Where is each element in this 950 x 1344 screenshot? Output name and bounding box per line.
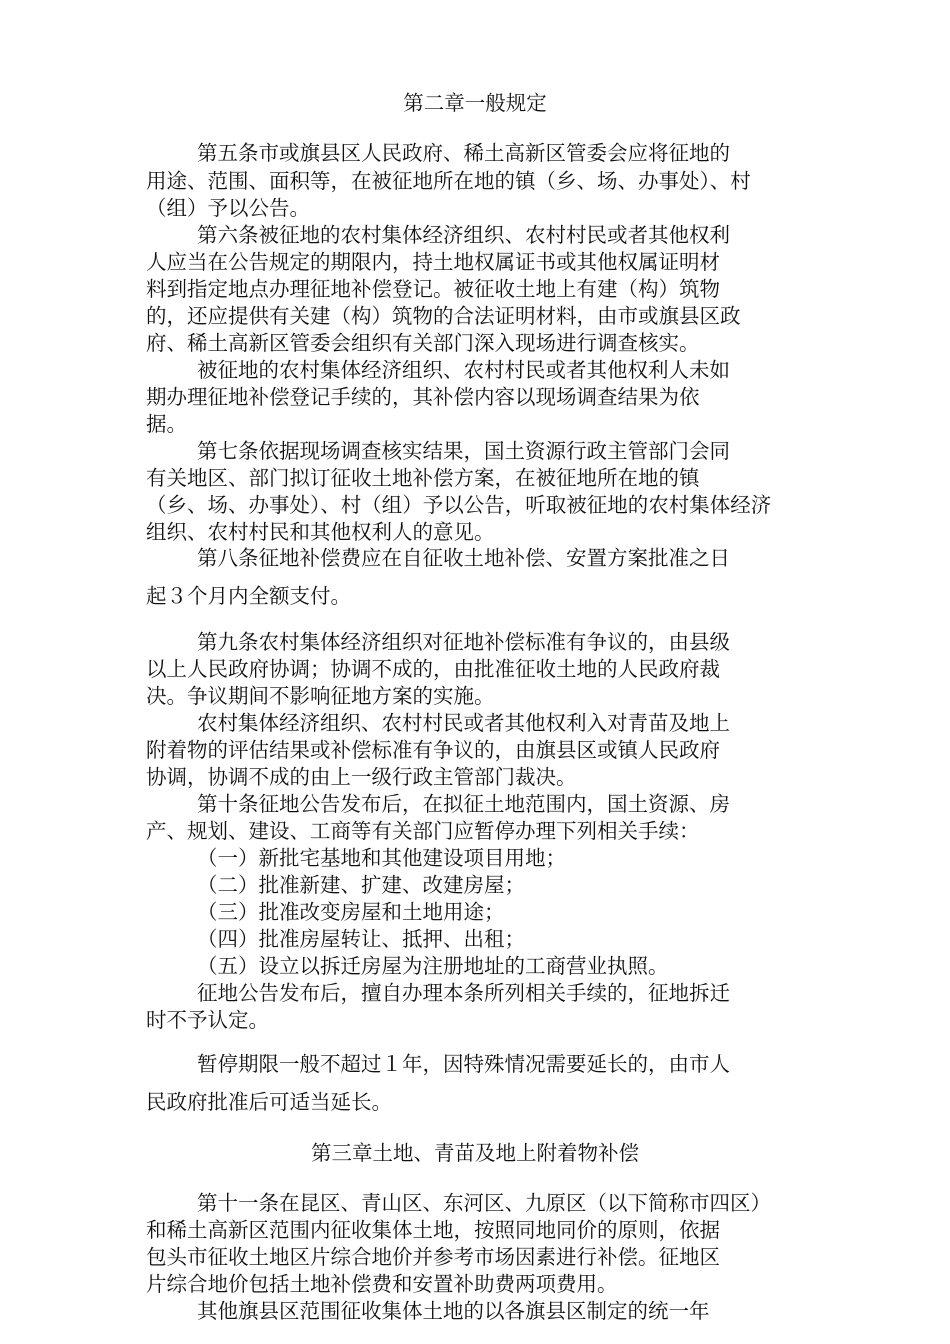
text-line: 组织、农村村民和其他权利人的意见。 [146, 520, 495, 544]
text-line: 产、规划、建设、工商等有关部门应暂停办理下列相关手续： [146, 819, 700, 843]
text-line: （乡、场、办事处）、村（组）予以公告，听取被征地的农村集体经济 [146, 493, 772, 517]
text-line: 暂停期限一般不超过１年，因特殊情况需要延长的，由市人 [197, 1052, 730, 1076]
text-line: （二）批准新建、扩建、改建房屋； [197, 873, 525, 897]
text-line: 决。争议期间不影响征地方案的实施。 [146, 684, 495, 708]
text-line: 第八条征地补偿费应在自征收土地补偿、安置方案批准之日 [197, 546, 730, 570]
text-line: 的，还应提供有关建（构）筑物的合法证明材料，由市或旗县区政 [146, 304, 741, 328]
chapter-heading: 第三章土地、青苗及地上附着物补偿 [311, 1141, 639, 1165]
text-line: 有关地区、部门拟订征收土地补偿方案，在被征地所在地的镇 [146, 466, 700, 490]
text-line: 征地公告发布后，擅自办理本条所列相关手续的，征地拆迁 [197, 981, 730, 1005]
text-line: （五）设立以拆迁房屋为注册地址的工商营业执照。 [197, 954, 669, 978]
text-line: 民政府批准后可适当延长。 [146, 1090, 392, 1114]
text-line: （三）批准改变房屋和土地用途； [197, 900, 505, 924]
text-line: 期办理征地补偿登记手续的，其补偿内容以现场调查结果为依 [146, 385, 700, 409]
text-line: 据。 [146, 412, 187, 436]
text-line: 第五条市或旗县区人民政府、稀土高新区管委会应将征地的 [197, 141, 730, 165]
text-line: 起３个月内全额支付。 [146, 584, 351, 608]
text-line: 第六条被征地的农村集体经济组织、农村村民或者其他权利 [197, 223, 730, 247]
text-line: 片综合地价包括土地补偿费和安置补助费两项费用。 [146, 1272, 618, 1296]
text-line: 第七条依据现场调查核实结果，国土资源行政主管部门会同 [197, 439, 730, 463]
text-line: （四）批准房屋转让、抵押、出租； [197, 927, 525, 951]
text-line: 时不予认定。 [146, 1008, 269, 1032]
text-line: 附着物的评估结果或补偿标准有争议的，由旗县区或镇人民政府 [146, 738, 720, 762]
chapter-heading: 第二章一般规定 [403, 91, 547, 115]
text-line: 以上人民政府协调；协调不成的，由批准征收土地的人民政府裁 [146, 657, 720, 681]
text-line: 第十条征地公告发布后，在拟征土地范围内，国土资源、房 [197, 792, 730, 816]
text-line: 和稀土高新区范围内征收集体土地，按照同地同价的原则，依据 [146, 1218, 720, 1242]
text-line: 料到指定地点办理征地补偿登记。被征收土地上有建（构）筑物 [146, 277, 720, 301]
text-line: 其他旗县区范围征收集体土地的以各旗县区制定的统一年 [197, 1299, 710, 1323]
text-line: （一）新批宅基地和其他建设项目用地； [197, 846, 566, 870]
text-line: 第十一条在昆区、青山区、东河区、九原区（以下简称市四区） [197, 1191, 771, 1215]
text-line: （组）予以公告。 [146, 196, 310, 220]
text-line: 第九条农村集体经济组织对征地补偿标准有争议的，由县级 [197, 630, 730, 654]
text-line: 人应当在公告规定的期限内，持土地权属证书或其他权属证明材 [146, 250, 720, 274]
text-line: 包头市征收土地区片综合地价并参考市场因素进行补偿。征地区 [146, 1245, 720, 1269]
text-line: 府、稀土高新区管委会组织有关部门深入现场进行调查核实。 [146, 331, 700, 355]
text-line: 协调，协调不成的由上一级行政主管部门裁决。 [146, 765, 577, 789]
text-line: 用途、范围、面积等，在被征地所在地的镇（乡、场、办事处）、村 [146, 169, 751, 193]
text-line: 农村集体经济组织、农村村民或者其他权利入对青苗及地上 [197, 711, 730, 735]
text-line: 被征地的农村集体经济组织、农村村民或者其他权利人未如 [197, 358, 730, 382]
